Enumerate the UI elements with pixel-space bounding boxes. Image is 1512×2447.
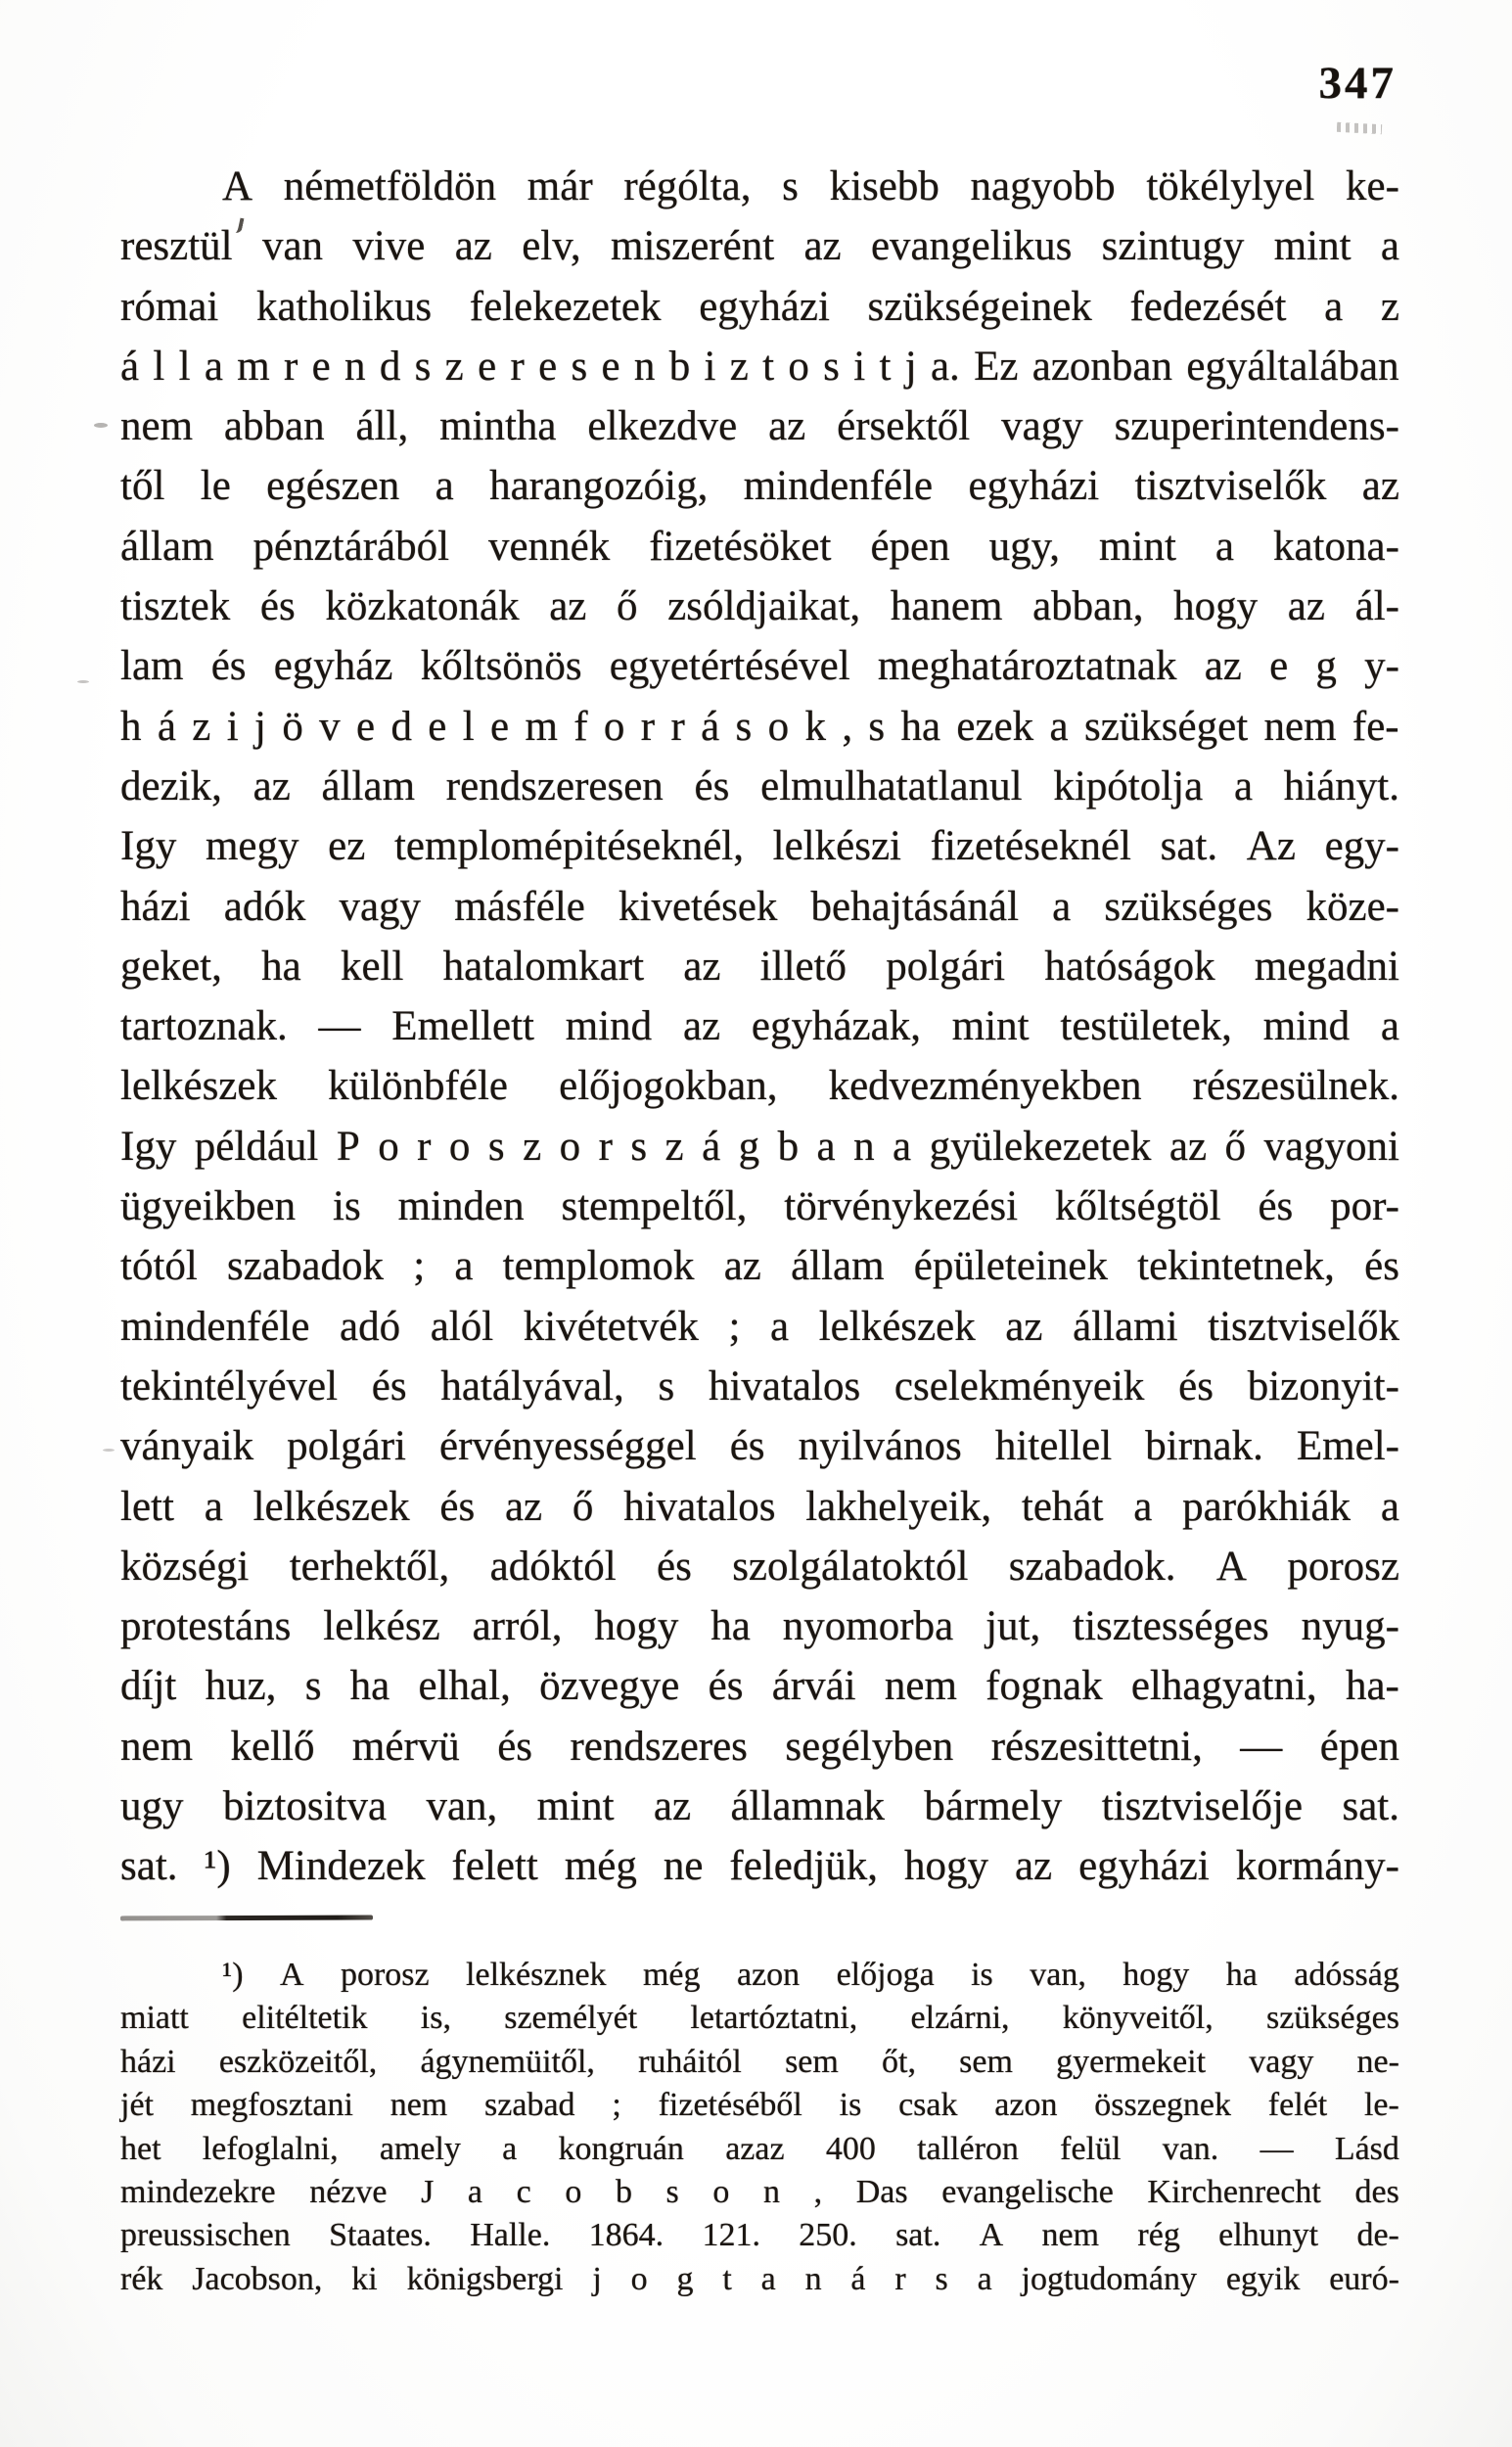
- text-line: lelkészek különbféle előjogokban, kedvezményekben részesülnek.: [120, 1063, 1399, 1110]
- text-line: mindenféle adó alól kivétetvék ; a lelkészek az állami tisztviselők: [120, 1303, 1399, 1350]
- text-line: községi terhektől, adóktól és szolgálatoktól szabadok. A porosz: [120, 1543, 1399, 1590]
- text-line: geket, ha kell hatalomkart az illető polgári hatóságok megadni: [120, 943, 1399, 990]
- text-line: házi eszközeitől, ágynemüitől, ruháitól sem őt, sem gyermekeit vagy ne-: [120, 2043, 1399, 2080]
- scan-artifact: [1337, 122, 1382, 134]
- text-line: ügyeikben is minden stempeltől, törvénykezési kőltségtöl és por-: [120, 1183, 1399, 1230]
- text-line: preussischen Staates. Halle. 1864. 121. 250. sat. A nem rég elhunyt de-: [120, 2217, 1399, 2254]
- text-line: het lefoglalni, amely a kongruán azaz 400 talléron felül van. — Lásd: [120, 2130, 1399, 2167]
- text-line: dezik, az állam rendszeresen és elmulhatatlanul kipótolja a hiányt.: [120, 762, 1399, 809]
- text-line: tisztek és közkatonák az ő zsóldjaikat, hanem abban, hogy az ál-: [120, 583, 1399, 630]
- text-line: A németföldön már régólta, s kisebb nagyobb tökélylyel ke-: [222, 163, 1399, 209]
- text-line: Igy megy ez templomépitéseknél, lelkészi fizetéseknél sat. Az egy-: [120, 823, 1399, 870]
- text-line: resztül van vive az elv, miszerént az evangelikus szintugy mint a: [120, 223, 1399, 270]
- body-text-block: [120, 157, 1399, 1897]
- text-line: díjt huz, s ha elhal, özvegye és árvái nem fognak elhagyatni, ha-: [120, 1663, 1399, 1710]
- text-line: h á z i j ö v e d e l e m f o r r á s o k , s ha ezek a szükséget nem fe-: [120, 703, 1399, 750]
- text-line: sat. ¹) Mindezek felett még ne feledjük, hogy az egyházi kormány-: [120, 1843, 1399, 1890]
- text-line: nem kellő mérvü és rendszeres segélyben részesittetni, — épen: [120, 1723, 1399, 1770]
- text-line: lam és egyház kőltsönös egyetértésével meghatároztatnak az e g y-: [120, 643, 1399, 690]
- scan-artifact: [94, 423, 108, 428]
- text-line: ványaik polgári érvényességgel és nyilvános hitellel birnak. Emel-: [120, 1423, 1399, 1470]
- text-line: tótól szabadok ; a templomok az állam épületeinek tekintetnek, és: [120, 1243, 1399, 1290]
- text-line: á l l a m r e n d s z e r e s e n b i z t o s i t j a. Ez azonban egyáltalában: [120, 343, 1399, 390]
- text-line: protestáns lelkész arról, hogy ha nyomorba jut, tisztességes nyug-: [120, 1603, 1399, 1650]
- text-line: állam pénztárából vennék fizetésöket épen ugy, mint a katona-: [120, 523, 1399, 570]
- text-line: római katholikus felekezetek egyházi szükségeinek fedezését a z: [120, 283, 1399, 330]
- text-line: ¹) A porosz lelkésznek még azon előjoga is van, hogy ha adósság: [222, 1957, 1399, 1993]
- text-line: rék Jacobson, ki königsbergi j o g t a n á r s a jogtudomány egyik euró-: [120, 2260, 1399, 2297]
- text-line: mindezekre nézve J a c o b s o n , Das evangelische Kirchenrecht des: [120, 2173, 1399, 2210]
- text-line: Igy például P o r o s z o r s z á g b a n a gyülekezetek az ő vagyoni: [120, 1123, 1399, 1170]
- page-number: 347: [1318, 58, 1397, 109]
- text-line: miatt elitéltetik is, személyét letartóztatni, elzárni, könyveitől, szükséges: [120, 2000, 1399, 2037]
- text-line: től le egészen a harangozóig, mindenféle egyházi tisztviselők az: [120, 463, 1399, 510]
- text-line: tartoznak. — Emellett mind az egyházak, mint testületek, mind a: [120, 1003, 1399, 1050]
- text-line: nem abban áll, mintha elkezdve az érsektől vagy szuperintendens-: [120, 403, 1399, 450]
- text-line: lett a lelkészek és az ő hivatalos lakhelyeik, tehát a parókhiák a: [120, 1483, 1399, 1530]
- footnote-block: [120, 1954, 1399, 2301]
- text-line: jét megfosztani nem szabad ; fizetéséből is csak azon összegnek felét le-: [120, 2087, 1399, 2124]
- footnote-separator: [120, 1916, 373, 1921]
- text-line: tekintélyével és hatályával, s hivatalos cselekményeik és bizonyit-: [120, 1362, 1399, 1409]
- text-line: ugy biztositva van, mint az államnak bármely tisztviselője sat.: [120, 1783, 1399, 1830]
- text-line: házi adók vagy másféle kivetések behajtásánál a szükséges köze-: [120, 883, 1399, 930]
